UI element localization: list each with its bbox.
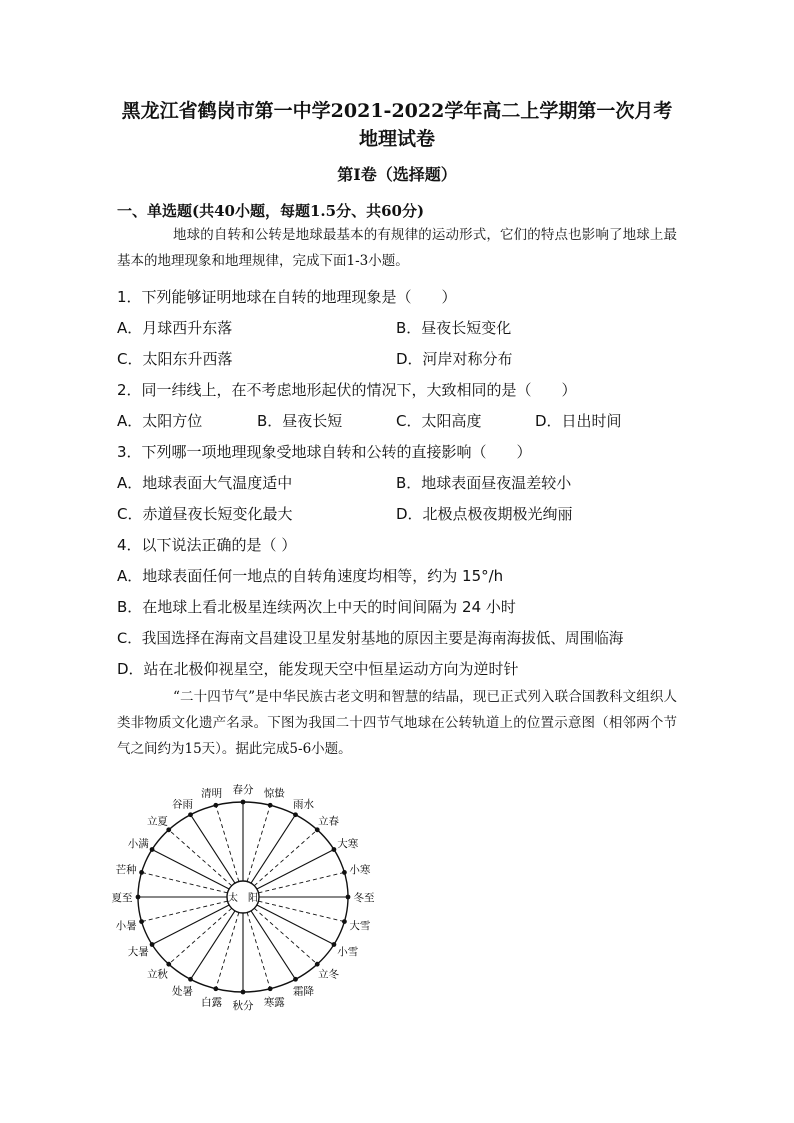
exam-title: 黑龙江省鹤岗市第一中学2021-2022学年高二上学期第一次月考 <box>121 100 673 122</box>
orbit-point <box>150 847 155 852</box>
orbit-point <box>188 977 193 982</box>
orbit-point <box>342 870 347 875</box>
solar-terms-orbit-diagram <box>98 782 388 1022</box>
orbit-ray <box>258 901 344 921</box>
q4-option-a: A．地球表面任何一地点的自转角速度均相等，约为 15°/h <box>117 567 504 585</box>
passage-1: 地球的自转和公转是地球最基本的有规律的运动形式，它们的特点也影响了地球上最基本的地理现象和地理规律，完成下面1-3小题。 <box>117 227 677 269</box>
q3-option-d: D．北极点极夜期极光绚丽 <box>396 505 573 523</box>
orbit-point <box>293 977 298 982</box>
orbit-ray <box>258 872 344 892</box>
orbit-ray <box>254 830 317 886</box>
orbit-point <box>150 942 155 947</box>
orbit-point <box>268 986 273 991</box>
q4-option-d: D．站在北极仰视星空，能发现天空中恒星运动方向为逆时针 <box>117 660 519 678</box>
orbit-point <box>213 986 218 991</box>
sun-label: 太 阳 <box>228 893 258 904</box>
orbit-point <box>136 895 141 900</box>
orbit-point <box>268 803 273 808</box>
orbit-point <box>139 870 144 875</box>
solar-term-label: 清明 <box>201 787 223 800</box>
q3-option-c: C．赤道昼夜长短变化最大 <box>117 505 293 523</box>
solar-term-label: 谷雨 <box>172 798 193 811</box>
orbit-ray <box>247 805 270 881</box>
solar-term-label: 小寒 <box>349 864 371 877</box>
section-heading: 第Ⅰ卷（选择题） <box>337 165 457 184</box>
orbit-point <box>332 847 337 852</box>
orbit-point <box>346 895 351 900</box>
solar-term-label: 秋分 <box>232 1000 254 1012</box>
solar-term-label: 立冬 <box>318 968 340 981</box>
solar-term-label: 寒露 <box>263 996 285 1009</box>
q4-option-b: B．在地球上看北极星连续两次上中天的时间间隔为 24 小时 <box>117 598 516 616</box>
q3-stem: 3．下列哪一项地理现象受地球自转和公转的直接影响（ ） <box>117 443 532 461</box>
q3-option-b: B．地球表面昼夜温差较小 <box>396 474 572 492</box>
solar-term-label: 霜降 <box>293 985 314 998</box>
solar-term-label: 夏至 <box>111 892 133 904</box>
q2-option-c: C．太阳高度 <box>396 412 482 430</box>
q2-option-b: B．昼夜长短 <box>257 412 343 430</box>
orbit-point <box>293 812 298 817</box>
orbit-point <box>139 919 144 924</box>
orbit-ray <box>247 912 270 988</box>
solar-term-label: 芒种 <box>115 864 137 877</box>
exam-subject: 地理试卷 <box>358 128 435 150</box>
orbit-point <box>315 827 320 832</box>
orbit-point <box>188 812 193 817</box>
orbit-ray <box>142 872 228 892</box>
q2-option-a: A．太阳方位 <box>117 412 203 430</box>
solar-term-label: 大暑 <box>127 946 149 958</box>
solar-term-label: 大雪 <box>349 919 371 932</box>
orbit-point <box>332 942 337 947</box>
q4-option-c: C．我国选择在海南文昌建设卫星发射基地的原因主要是海南海拔低、周围临海 <box>117 630 624 647</box>
orbit-ray <box>216 912 239 988</box>
orbit-point <box>342 919 347 924</box>
orbit-point <box>241 800 246 805</box>
solar-term-label: 冬至 <box>353 892 375 904</box>
q3-option-a: A．地球表面大气温度适中 <box>117 474 293 492</box>
solar-term-label: 大寒 <box>337 838 359 850</box>
orbit-ray <box>254 908 317 964</box>
q1-option-a: A．月球西升东落 <box>117 319 233 337</box>
solar-term-label: 立秋 <box>146 968 168 981</box>
solar-term-label: 春分 <box>232 784 254 796</box>
solar-term-label: 雨水 <box>293 798 314 811</box>
q1-option-d: D．河岸对称分布 <box>396 350 513 368</box>
solar-term-label: 立夏 <box>146 815 168 828</box>
orbit-point <box>166 827 171 832</box>
passage-2: “二十四节气”是中华民族古老文明和智慧的结晶，现已正式列入联合国教科文组织人类非物质文化遗产名录。下图为我国二十四节气地球在公转轨道上的位置示意图（相邻两个节气之间约为15天）。据此完成5-6小题。 <box>117 689 677 757</box>
orbit-ray <box>142 901 228 921</box>
orbit-point <box>241 990 246 995</box>
solar-term-label: 小满 <box>127 838 149 850</box>
q2-option-d: D．日出时间 <box>535 412 622 430</box>
orbit-point <box>315 962 320 967</box>
orbit-ray <box>216 805 239 881</box>
solar-term-label: 白露 <box>201 996 223 1009</box>
orbit-ray <box>169 908 232 964</box>
solar-term-label: 立春 <box>318 815 340 828</box>
orbit-ray <box>169 830 232 886</box>
solar-term-label: 小暑 <box>115 919 137 932</box>
q1-option-c: C．太阳东升西落 <box>117 350 233 368</box>
q1-option-b: B．昼夜长短变化 <box>396 319 512 337</box>
question-type-heading: 一、单选题(共40小题，每题1.5分、共60分) <box>117 202 425 220</box>
q1-stem: 1．下列能够证明地球在自转的地理现象是（ ） <box>117 288 457 306</box>
orbit-point <box>213 803 218 808</box>
solar-term-label: 惊蛰 <box>263 787 285 800</box>
orbit-point <box>166 962 171 967</box>
q4-stem: 4．以下说法正确的是（ ） <box>117 536 297 554</box>
solar-term-label: 小雪 <box>337 946 359 958</box>
q2-stem: 2．同一纬线上，在不考虑地形起伏的情况下，大致相同的是（ ） <box>117 381 577 399</box>
solar-term-label: 处暑 <box>172 985 193 998</box>
